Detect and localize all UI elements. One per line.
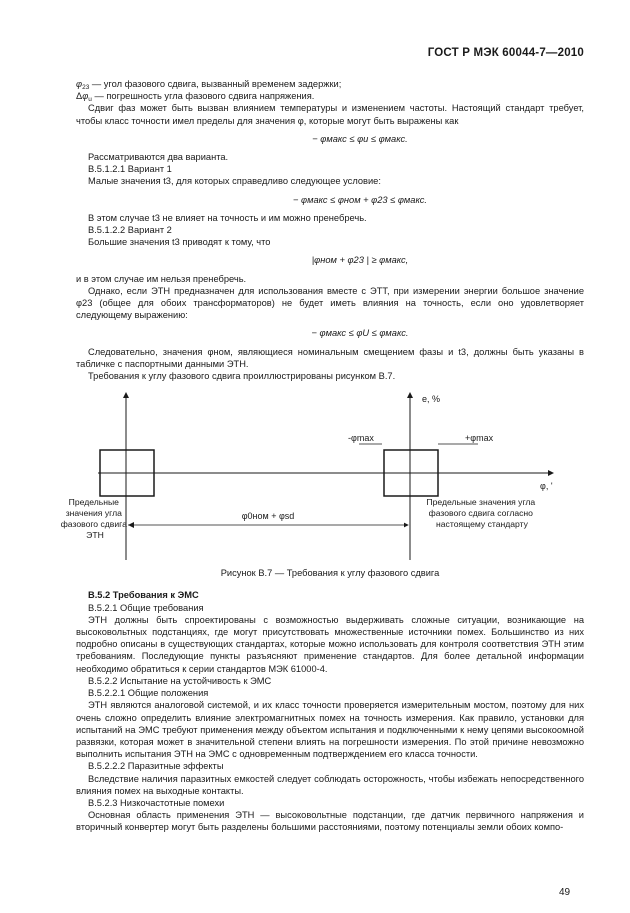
formula-2: − φмакс ≤ φном + φ23 ≤ φмакс. [293, 194, 427, 205]
formula-3: |φном + φ23 | ≥ φмакс, [311, 255, 409, 266]
paragraph-variants: Рассматриваются два варианта. [88, 152, 229, 163]
figure-caption: Рисунок В.7 — Требования к углу фазового сдвига [220, 568, 440, 579]
minus-phi-max-label: -φmax [348, 433, 374, 444]
paragraph-general-provisions: ЭТН являются аналоговой системой, и их класс точности проверяется измерительным мостом, поэтому для них очень сложно определить влияние электромагнитных помех на точность измерения. Как правило, установки для испытаний на ЭМС требуют применения между объектом испытания и подключенными к нему цепями высокоомной развязки, которая может в значительной степени влиять на погрешности измерения. По этой причине невозможно выполнить испытания ЭТН на ЭМС с одновременным подтверждением его класса точности. [76, 700, 584, 760]
phase-shift-diagram [48, 388, 588, 563]
left-label: Предельные значения угла фазового сдвига ЭТН [60, 497, 127, 541]
figure-b7 [48, 388, 588, 563]
page-number: 49 [559, 887, 571, 898]
variant-2-title: В.5.1.2.2 Вариант 2 [88, 225, 172, 236]
paragraph-general-requirements: ЭТН должны быть спроектированы с возможностью выдерживать сложные ситуации, возникающие на высоковольтных подстанциях, где могут присутствовать множественные источники помех. Большинство из них подробно описаны в существующих стандартах, которые можно использовать для контроля соответствия ЭТН этим требованиям. Последующие пункты разъясняют применение стандартов. Для более детальной информации необходимо обратиться к серии стандартов МЭК 61000-4. [76, 614, 584, 674]
formula-4: − φмакс ≤ φU ≤ φмакс. [311, 328, 409, 339]
section-parasitic-title: В.5.2.2.2 Паразитные эффекты [88, 761, 224, 772]
paragraph-parasitic: Вследствие наличия паразитных емкостей следует соблюдать осторожность, чтобы избежать непосредственного влияния помех на выходные контакты. [76, 773, 584, 796]
paragraph-nameplate: Следовательно, значения φном, являющиеся номинальным смещением фазы и t3, должны быть указаны в табличке с паспортными данными ЭТН. [76, 346, 584, 369]
paragraph-figure-ref: Требования к углу фазового сдвига проиллюстрированы рисунком В.7. [88, 371, 396, 382]
section-emc-title: В.5.2 Требования к ЭМС [88, 590, 199, 601]
y-axis-label: e, % [422, 394, 441, 405]
section-general-provisions: В.5.2.2.1 Общие положения [88, 688, 209, 699]
plus-phi-max-label: +φmax [465, 433, 494, 444]
page-content [60, 78, 584, 834]
x-axis-label: φ, ' [540, 481, 553, 492]
variant-1-conclusion: В этом случае t3 не влияет на точность и им можно пренебречь. [88, 212, 367, 223]
variant-1-text: Малые значения t3, для которых справедливо следующее условие: [88, 176, 381, 187]
variant-2-text: Большие значения t3 приводят к тому, что [88, 237, 271, 248]
document-header: ГОСТ Р МЭК 60044-7—2010 [427, 47, 584, 59]
span-label: φ0ном + φsd [241, 511, 295, 522]
definition-delta-phi-u: $\Delta\varphi_u$ — погрешность угла фазового сдвига напряжения. [76, 91, 315, 104]
section-low-frequency-title: В.5.2.3 Низкочастотные помехи [88, 797, 225, 808]
right-label: Предельные значения угла фазового сдвига согласно настоящему стандарту [426, 497, 536, 530]
section-emc-test-title: В.5.2.2 Испытание на устойчивость к ЭМС [88, 675, 272, 686]
paragraph-ett: Однако, если ЭТН предназначен для использования вместе с ЭТТ, при измерении энергии большое значение φ23 (общее для обоих трансформаторов) не будет иметь влияния на точность, если оно удовлетворяет следующему выражению: [76, 285, 584, 321]
section-general-requirements: В.5.2.1 Общие требования [88, 602, 204, 613]
definition-phi23: $\varphi_{23}$ — угол фазового сдвига, вызванный временем задержки; [76, 79, 342, 91]
formula-1: − φмакс ≤ φu ≤ φмакс. [312, 133, 408, 144]
paragraph-low-frequency: Основная область применения ЭТН — высоковольтные подстанции, где датчик первичного напряжения и вторичный конвертер могут быть разделены большими расстояниями, поэтому потенциалы земли обоих компо- [76, 810, 584, 833]
variant-1-title: В.5.1.2.1 Вариант 1 [88, 164, 172, 175]
paragraph-phase-shift: Сдвиг фаз может быть вызван влиянием температуры и изменением частоты. Настоящий стандарт требует, чтобы класс точности имел пределы для значения φ, которые могут быть выражены как [76, 103, 584, 126]
variant-2-conclusion: и в этом случае им нельзя пренебречь. [76, 273, 247, 284]
